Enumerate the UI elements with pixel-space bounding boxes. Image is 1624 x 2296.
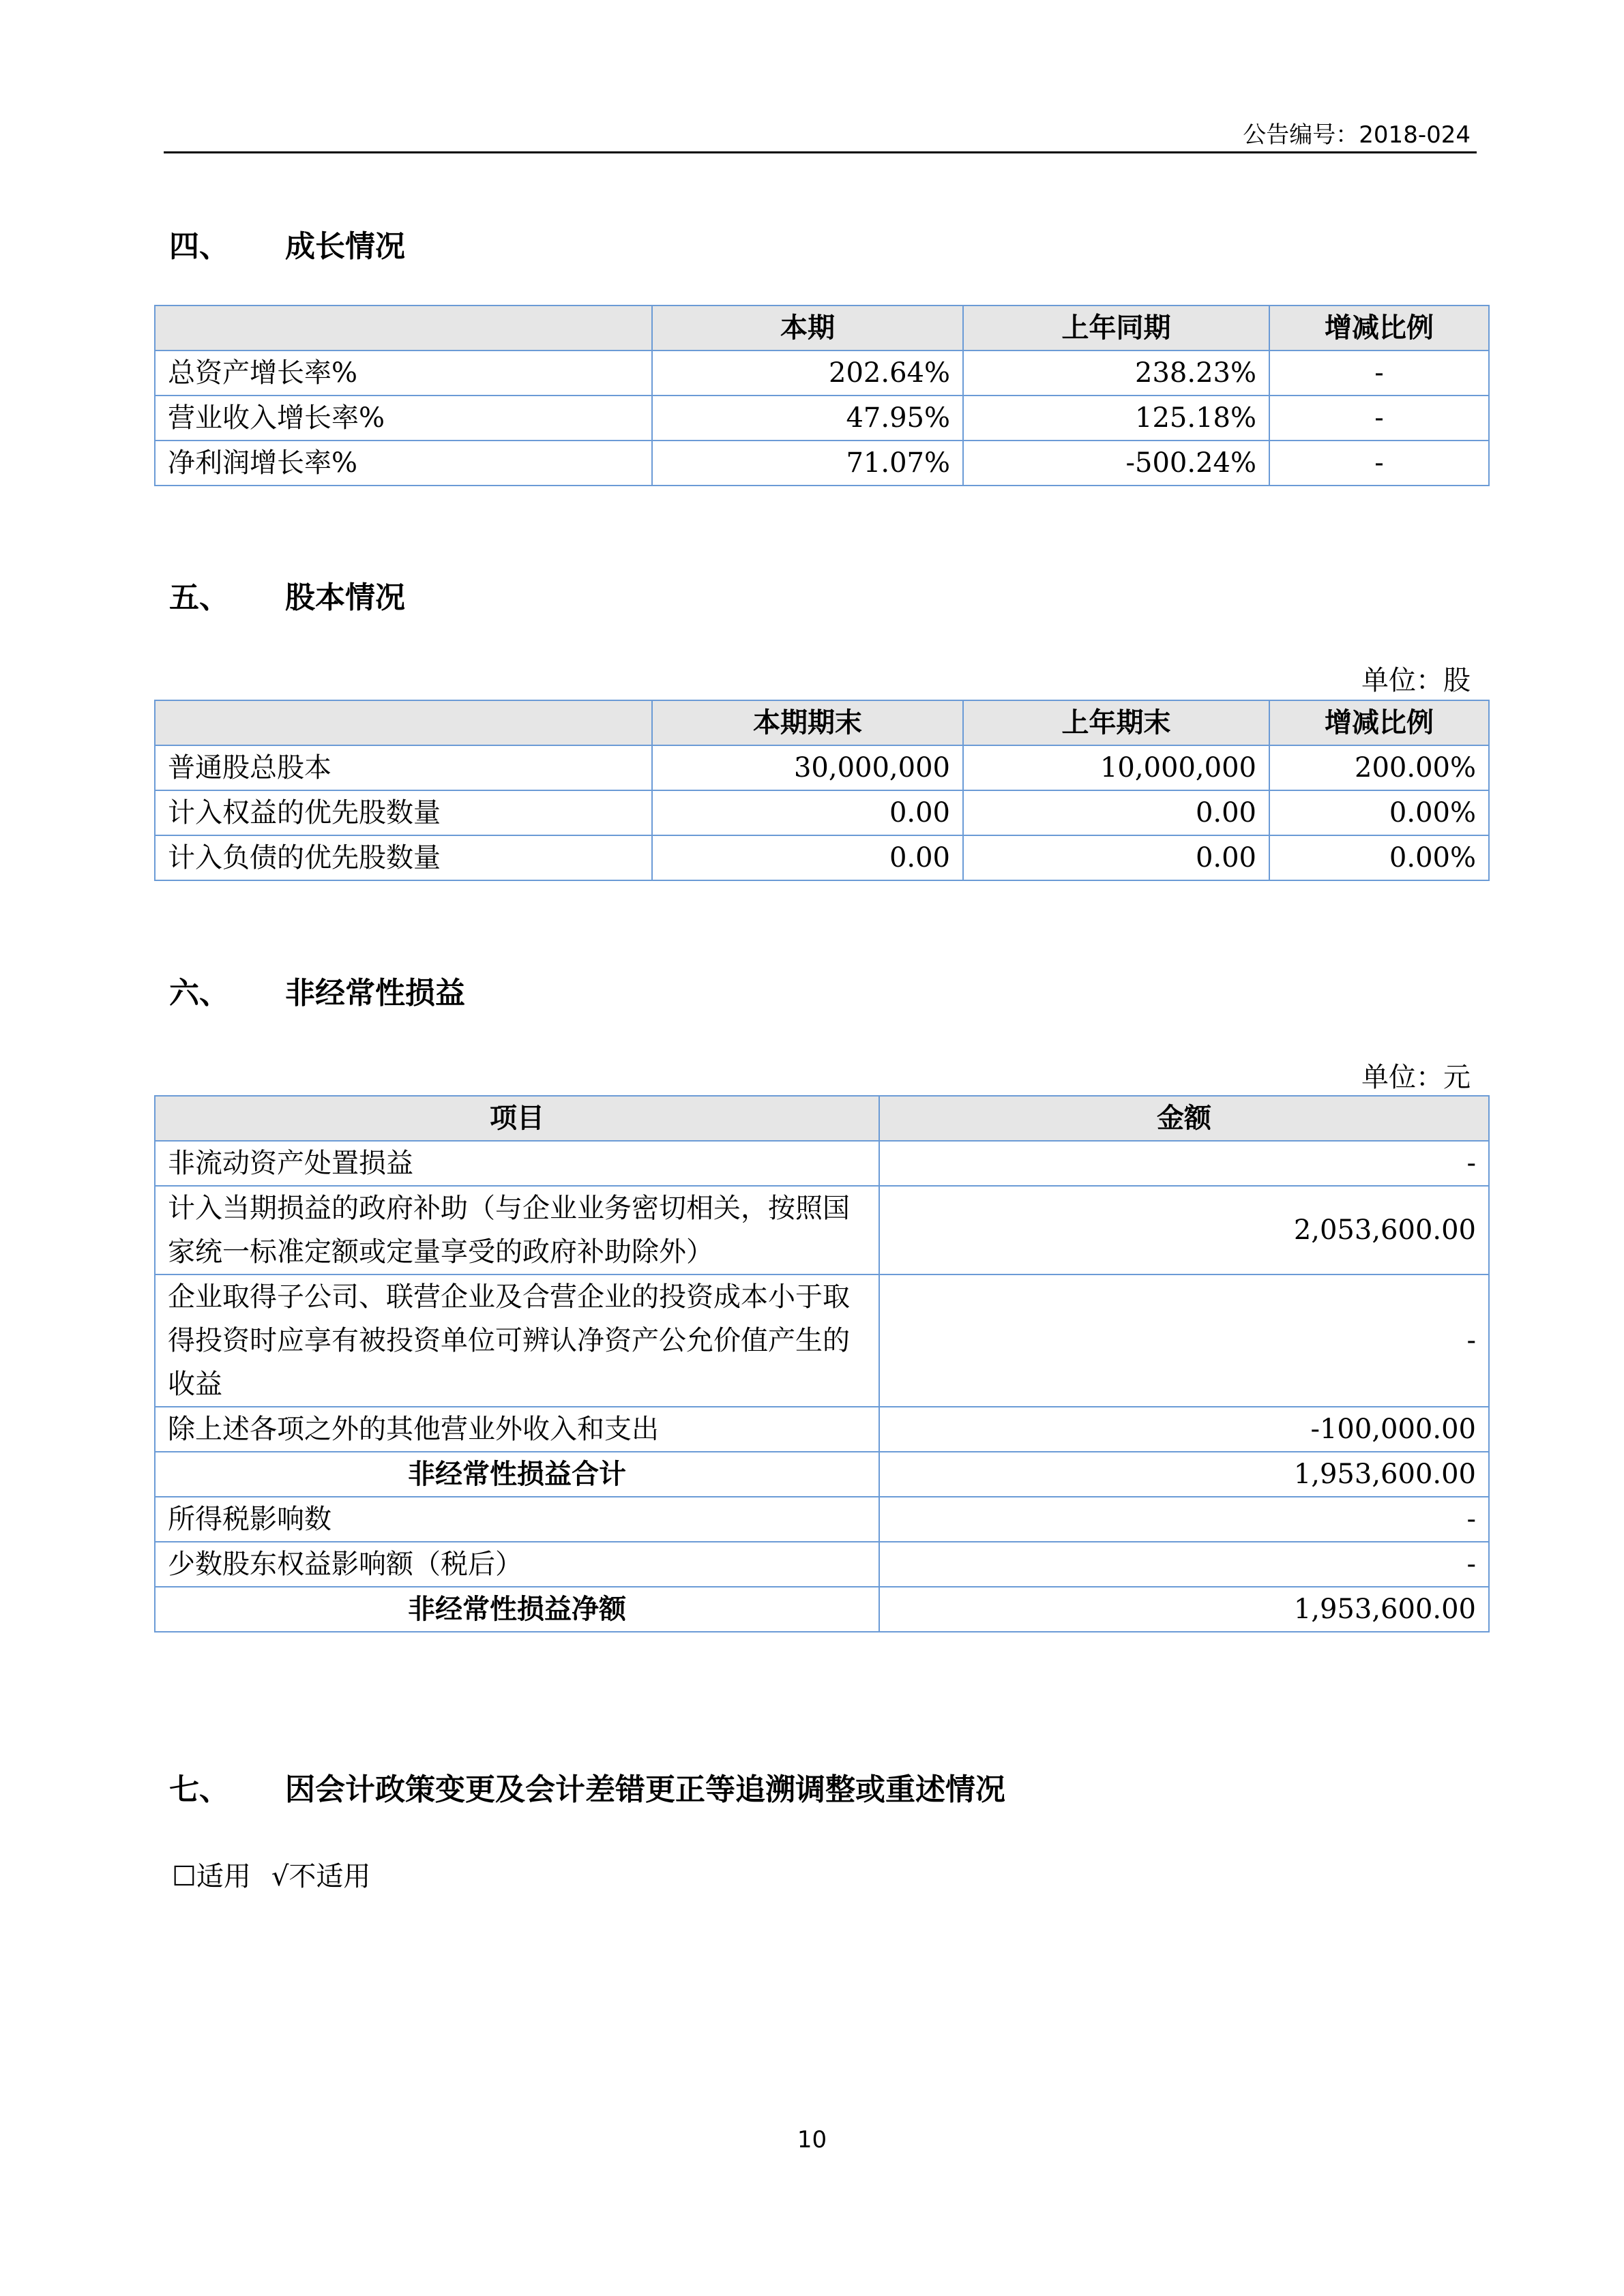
table-row — [155, 396, 1489, 441]
column-header: 增减比例 — [1269, 700, 1489, 745]
column-header: 本期期末 — [652, 700, 963, 745]
table-row — [155, 1274, 1489, 1407]
item-label: 计入当期损益的政府补助（与企业业务密切相关，按照国家统一标准定额或定量享受的政府补助除外） — [155, 1186, 879, 1274]
section-6-number: 六、 — [169, 976, 229, 1011]
share-capital-table — [154, 700, 1490, 881]
table-row — [155, 1141, 1489, 1186]
item-label: 少数股东权益影响额（税后） — [155, 1542, 879, 1587]
column-header: 项目 — [155, 1096, 879, 1141]
table-row — [155, 351, 1489, 396]
item-label: 所得税影响数 — [155, 1497, 879, 1542]
page-number: 10 — [797, 2126, 827, 2153]
amount-value: - — [879, 1542, 1489, 1587]
change-value: - — [1269, 351, 1489, 396]
amount-value: 1,953,600.00 — [879, 1452, 1489, 1497]
announcement-code: 公告编号：2018-024 — [1243, 121, 1471, 149]
change-value: 0.00% — [1269, 790, 1489, 835]
table-row — [155, 1497, 1489, 1542]
row-label: 普通股总股本 — [155, 745, 652, 790]
current-value: 0.00 — [652, 835, 963, 880]
item-label: 企业取得子公司、联营企业及合营企业的投资成本小于取得投资时应享有被投资单位可辨认净资产公允价值产生的收益 — [155, 1274, 879, 1407]
section-7-number: 七、 — [169, 1772, 229, 1807]
prior-value: 125.18% — [963, 396, 1269, 441]
column-header: 上年期末 — [963, 700, 1269, 745]
column-header: 本期 — [652, 305, 963, 351]
row-label: 计入权益的优先股数量 — [155, 790, 652, 835]
column-header — [155, 305, 652, 351]
amount-value: - — [879, 1141, 1489, 1186]
table-header-row — [155, 305, 1489, 351]
current-value: 71.07% — [652, 441, 963, 486]
prior-value: 10,000,000 — [963, 745, 1269, 790]
current-value: 202.64% — [652, 351, 963, 396]
column-header: 上年同期 — [963, 305, 1269, 351]
amount-value: 2,053,600.00 — [879, 1186, 1489, 1274]
current-value: 47.95% — [652, 396, 963, 441]
prior-value: 238.23% — [963, 351, 1269, 396]
item-label: 非流动资产处置损益 — [155, 1141, 879, 1186]
section-4-heading — [169, 222, 405, 265]
table-row — [155, 1407, 1489, 1452]
option-not-applicable: √不适用 — [271, 1861, 371, 1892]
option-applicable: ☐适用 — [172, 1861, 251, 1892]
section-4-number: 四、 — [169, 229, 229, 264]
section-6-title: 非经常性损益 — [285, 976, 465, 1011]
table-row — [155, 745, 1489, 790]
amount-value: - — [879, 1497, 1489, 1542]
table-row — [155, 790, 1489, 835]
current-value: 30,000,000 — [652, 745, 963, 790]
row-label: 总资产增长率% — [155, 351, 652, 396]
table-row — [155, 441, 1489, 486]
section-4-title: 成长情况 — [285, 229, 405, 264]
table-row — [155, 835, 1489, 880]
total-row — [155, 1587, 1489, 1632]
table-header-row — [155, 700, 1489, 745]
amount-value: - — [879, 1274, 1489, 1407]
applicability-options — [172, 1855, 391, 1894]
item-label: 除上述各项之外的其他营业外收入和支出 — [155, 1407, 879, 1452]
total-label: 非经常性损益净额 — [155, 1587, 879, 1632]
amount-unit-label: 单位：元 — [1361, 1062, 1471, 1093]
row-label: 计入负债的优先股数量 — [155, 835, 652, 880]
prior-value: -500.24% — [963, 441, 1269, 486]
prior-value: 0.00 — [963, 835, 1269, 880]
change-value: 0.00% — [1269, 835, 1489, 880]
prior-value: 0.00 — [963, 790, 1269, 835]
section-7-title: 因会计政策变更及会计差错更正等追溯调整或重述情况 — [285, 1772, 1005, 1807]
amount-value: -100,000.00 — [879, 1407, 1489, 1452]
non-recurring-table — [154, 1095, 1490, 1632]
row-label: 营业收入增长率% — [155, 396, 652, 441]
current-value: 0.00 — [652, 790, 963, 835]
table-row — [155, 1186, 1489, 1274]
table-row — [155, 1542, 1489, 1587]
change-value: 200.00% — [1269, 745, 1489, 790]
subtotal-row — [155, 1452, 1489, 1497]
amount-value: 1,953,600.00 — [879, 1587, 1489, 1632]
growth-table — [154, 305, 1490, 486]
change-value: - — [1269, 396, 1489, 441]
section-5-title: 股本情况 — [285, 580, 405, 615]
column-header: 金额 — [879, 1096, 1489, 1141]
section-5-heading — [169, 573, 405, 616]
table-header-row — [155, 1096, 1489, 1141]
section-6-heading — [169, 968, 465, 1012]
header-divider — [164, 151, 1477, 153]
column-header: 增减比例 — [1269, 305, 1489, 351]
section-7-heading — [169, 1765, 1005, 1808]
section-5-number: 五、 — [169, 580, 229, 615]
column-header — [155, 700, 652, 745]
row-label: 净利润增长率% — [155, 441, 652, 486]
subtotal-label: 非经常性损益合计 — [155, 1452, 879, 1497]
change-value: - — [1269, 441, 1489, 486]
share-unit-label: 单位：股 — [1361, 665, 1471, 696]
